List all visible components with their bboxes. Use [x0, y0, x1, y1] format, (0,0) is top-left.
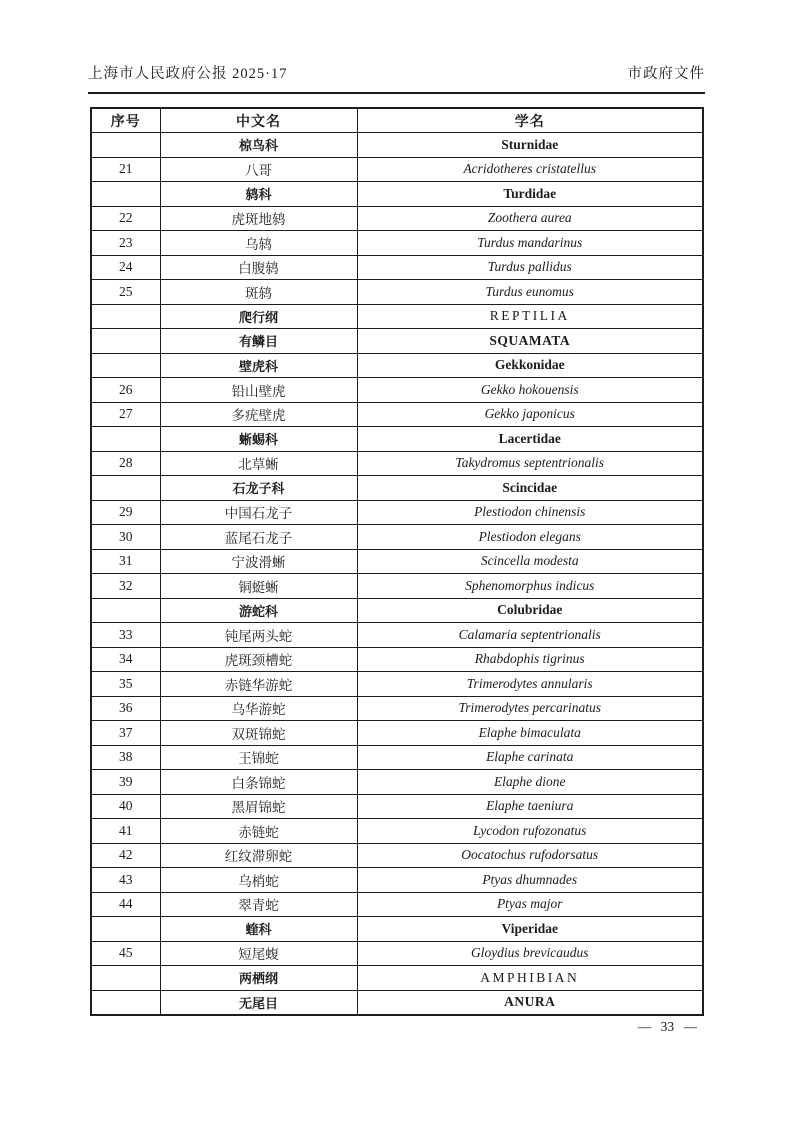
cell-cn: 游蛇科: [160, 598, 357, 623]
cell-cn: 铜蜓蜥: [160, 574, 357, 599]
cell-no: 35: [91, 672, 160, 697]
cell-sci: Turdus mandarinus: [357, 231, 703, 256]
table-row: [91, 378, 703, 403]
cell-sci: Trimerodytes annularis: [357, 672, 703, 697]
cell-cn: 椋鸟科: [160, 133, 357, 158]
header-row: [91, 108, 703, 133]
table-row: [91, 549, 703, 574]
cell-cn: 短尾蝮: [160, 941, 357, 966]
cell-cn: 钝尾两头蛇: [160, 623, 357, 648]
cell-sci: Elaphe taeniura: [357, 794, 703, 819]
cell-cn: 蝰科: [160, 917, 357, 942]
cell-no: 42: [91, 843, 160, 868]
cell-cn: 双斑锦蛇: [160, 721, 357, 746]
table-row: [91, 157, 703, 182]
cell-cn: 多疣壁虎: [160, 402, 357, 427]
cell-sci: ANURA: [357, 990, 703, 1015]
table-row: [91, 794, 703, 819]
cell-sci: Viperidae: [357, 917, 703, 942]
cell-no: [91, 917, 160, 942]
cell-cn: 蜥蜴科: [160, 427, 357, 452]
cell-cn: 石龙子科: [160, 476, 357, 501]
cell-sci: AMPHIBIAN: [357, 966, 703, 991]
table-row: [91, 402, 703, 427]
col-header-scientific-name: 学名: [357, 108, 703, 133]
cell-cn: 虎斑地鸫: [160, 206, 357, 231]
cell-no: 41: [91, 819, 160, 844]
cell-sci: Colubridae: [357, 598, 703, 623]
cell-no: 45: [91, 941, 160, 966]
cell-sci: Elaphe dione: [357, 770, 703, 795]
cell-cn: 乌鸫: [160, 231, 357, 256]
cell-sci: Zoothera aurea: [357, 206, 703, 231]
table-row: [91, 255, 703, 280]
cell-cn: 北草蜥: [160, 451, 357, 476]
cell-no: [91, 427, 160, 452]
table-row: [91, 574, 703, 599]
cell-sci: Rhabdophis tigrinus: [357, 647, 703, 672]
cell-cn: 鸫科: [160, 182, 357, 207]
gazette-title: 上海市人民政府公报 2025·17: [88, 66, 288, 82]
cell-cn: 宁波滑蜥: [160, 549, 357, 574]
cell-sci: Turdus eunomus: [357, 280, 703, 305]
cell-no: [91, 990, 160, 1015]
table-row: [91, 427, 703, 452]
cell-sci: Lycodon rufozonatus: [357, 819, 703, 844]
cell-cn: 蓝尾石龙子: [160, 525, 357, 550]
cell-sci: Sphenomorphus indicus: [357, 574, 703, 599]
cell-cn: 有鳞目: [160, 329, 357, 354]
cell-cn: 王锦蛇: [160, 745, 357, 770]
cell-cn: 黑眉锦蛇: [160, 794, 357, 819]
table-row: [91, 623, 703, 648]
table-row: [91, 476, 703, 501]
section-label: 市政府文件: [627, 66, 705, 82]
table-row: [91, 917, 703, 942]
table-row: [91, 304, 703, 329]
cell-sci: Acridotheres cristatellus: [357, 157, 703, 182]
table-row: [91, 696, 703, 721]
table-row: [91, 843, 703, 868]
cell-sci: Turdidae: [357, 182, 703, 207]
cell-no: 40: [91, 794, 160, 819]
cell-no: 33: [91, 623, 160, 648]
table-row: [91, 770, 703, 795]
table-row: [91, 721, 703, 746]
cell-sci: Elaphe bimaculata: [357, 721, 703, 746]
cell-no: [91, 133, 160, 158]
cell-no: 27: [91, 402, 160, 427]
cell-no: 43: [91, 868, 160, 893]
cell-sci: REPTILIA: [357, 304, 703, 329]
cell-sci: Plestiodon chinensis: [357, 500, 703, 525]
cell-no: [91, 598, 160, 623]
table-row: [91, 329, 703, 354]
cell-no: [91, 304, 160, 329]
table-row: [91, 647, 703, 672]
cell-no: [91, 182, 160, 207]
table-row: [91, 133, 703, 158]
cell-cn: 虎斑颈槽蛇: [160, 647, 357, 672]
cell-no: 25: [91, 280, 160, 305]
cell-sci: Gekkonidae: [357, 353, 703, 378]
cell-sci: Elaphe carinata: [357, 745, 703, 770]
header-rule: [88, 92, 705, 94]
cell-cn: 无尾目: [160, 990, 357, 1015]
table-row: [91, 598, 703, 623]
cell-sci: Gekko japonicus: [357, 402, 703, 427]
cell-no: 38: [91, 745, 160, 770]
cell-sci: Trimerodytes percarinatus: [357, 696, 703, 721]
cell-sci: Scincidae: [357, 476, 703, 501]
cell-sci: Calamaria septentrionalis: [357, 623, 703, 648]
cell-no: 37: [91, 721, 160, 746]
cell-cn: 壁虎科: [160, 353, 357, 378]
cell-no: 28: [91, 451, 160, 476]
cell-cn: 斑鸫: [160, 280, 357, 305]
cell-cn: 两栖纲: [160, 966, 357, 991]
cell-cn: 八哥: [160, 157, 357, 182]
cell-cn: 乌梢蛇: [160, 868, 357, 893]
cell-cn: 白腹鸫: [160, 255, 357, 280]
cell-cn: 铅山壁虎: [160, 378, 357, 403]
cell-sci: Ptyas dhumnades: [357, 868, 703, 893]
cell-sci: SQUAMATA: [357, 329, 703, 354]
table-row: [91, 990, 703, 1015]
table-row: [91, 819, 703, 844]
cell-sci: Ptyas major: [357, 892, 703, 917]
cell-cn: 乌华游蛇: [160, 696, 357, 721]
cell-sci: Sturnidae: [357, 133, 703, 158]
table-row: [91, 206, 703, 231]
table-row: [91, 672, 703, 697]
cell-cn: 赤链华游蛇: [160, 672, 357, 697]
cell-cn: 翠青蛇: [160, 892, 357, 917]
cell-sci: Turdus pallidus: [357, 255, 703, 280]
table-row: [91, 353, 703, 378]
table-row: [91, 280, 703, 305]
cell-cn: 红纹滞卵蛇: [160, 843, 357, 868]
cell-cn: 白条锦蛇: [160, 770, 357, 795]
species-table: [90, 107, 704, 1016]
table-row: [91, 231, 703, 256]
page-number: — 33 —: [637, 1019, 697, 1034]
table-row: [91, 745, 703, 770]
cell-sci: Gekko hokouensis: [357, 378, 703, 403]
page-header: [88, 62, 705, 83]
cell-no: [91, 476, 160, 501]
cell-no: 23: [91, 231, 160, 256]
table-row: [91, 500, 703, 525]
cell-cn: 赤链蛇: [160, 819, 357, 844]
table-row: [91, 525, 703, 550]
table-row: [91, 892, 703, 917]
cell-no: 44: [91, 892, 160, 917]
cell-no: 24: [91, 255, 160, 280]
cell-sci: Plestiodon elegans: [357, 525, 703, 550]
cell-sci: Oocatochus rufodorsatus: [357, 843, 703, 868]
cell-no: 36: [91, 696, 160, 721]
cell-no: 30: [91, 525, 160, 550]
table-row: [91, 966, 703, 991]
cell-sci: Lacertidae: [357, 427, 703, 452]
table-header: [91, 108, 703, 133]
cell-no: 22: [91, 206, 160, 231]
cell-no: 31: [91, 549, 160, 574]
col-header-no: 序号: [91, 108, 160, 133]
table-row: [91, 868, 703, 893]
table-row: [91, 451, 703, 476]
cell-cn: 中国石龙子: [160, 500, 357, 525]
cell-no: 29: [91, 500, 160, 525]
cell-no: 21: [91, 157, 160, 182]
cell-no: 34: [91, 647, 160, 672]
cell-sci: Takydromus septentrionalis: [357, 451, 703, 476]
cell-no: [91, 329, 160, 354]
cell-sci: Gloydius brevicaudus: [357, 941, 703, 966]
cell-no: [91, 966, 160, 991]
cell-no: 32: [91, 574, 160, 599]
table-row: [91, 182, 703, 207]
cell-no: [91, 353, 160, 378]
cell-no: 26: [91, 378, 160, 403]
table-row: [91, 941, 703, 966]
cell-sci: Scincella modesta: [357, 549, 703, 574]
table-body: [91, 133, 703, 1015]
col-header-chinese-name: 中文名: [160, 108, 357, 133]
cell-no: 39: [91, 770, 160, 795]
cell-cn: 爬行纲: [160, 304, 357, 329]
